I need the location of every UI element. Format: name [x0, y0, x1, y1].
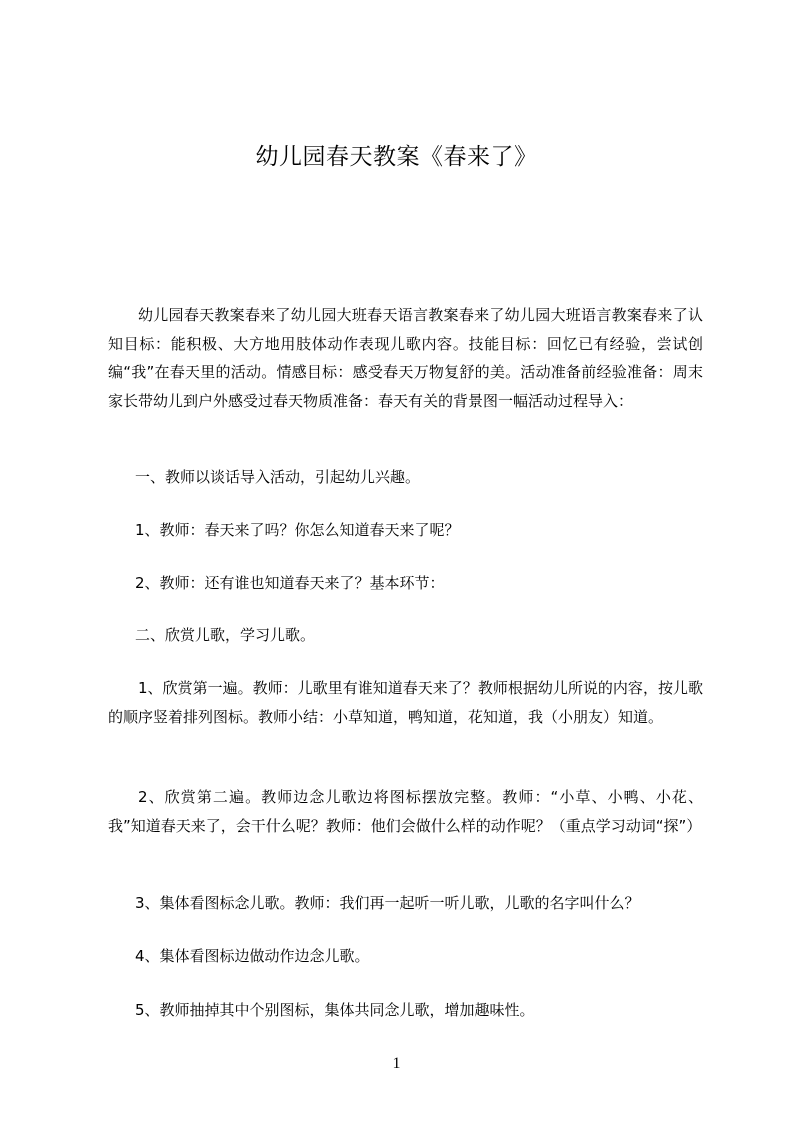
paragraph-remove-icons: 5、教师抽掉其中个别图标，集体共同念儿歌，增加趣味性。 — [135, 1001, 535, 1019]
document-title: 幼儿园春天教案《春来了》 — [255, 144, 538, 170]
paragraph-first-listen: 1、欣赏第一遍。教师：儿歌里有谁知道春天来了？教师根据幼儿所说的内容，按儿歌的顺序竖着排列图标。教师小结：小草知道，鸭知道，花知道，我（小朋友）知道。 — [108, 679, 703, 726]
paragraph-second-listen: 2、欣赏第二遍。教师边念儿歌边将图标摆放完整。教师：“小草、小鸭、小花、我”知道春天来了，会干什么呢？教师：他们会做什么样的动作呢？（重点学习动词“探”） — [108, 788, 703, 835]
page-number: 1 — [392, 1055, 401, 1072]
paragraph-action-recite: 4、集体看图标边做动作边念儿歌。 — [135, 947, 370, 965]
paragraph-group-recite: 3、集体看图标念儿歌。教师：我们再一起听一听儿歌，儿歌的名字叫什么？ — [135, 894, 640, 912]
section-two-heading: 二、欣赏儿歌，学习儿歌。 — [135, 626, 316, 644]
intro-paragraph: 幼儿园春天教案春来了幼儿园大班春天语言教案春来了幼儿园大班语言教案春来了认知目标：能积极、大方地用肢体动作表现儿歌内容。技能目标：回忆已有经验，尝试创编“我”在春天里的活动。情感目标：感受春天万物复舒的美。活动准备前经验准备：周末家长带幼儿到户外感受过春天物质准备：春天有关的背景图一幅活动过程导入： — [108, 306, 703, 410]
paragraph-step-1: 1、教师：春天来了吗？你怎么知道春天来了呢？ — [135, 521, 460, 539]
paragraph-step-2: 2、教师：还有谁也知道春天来了？基本环节： — [135, 574, 445, 592]
section-one-heading: 一、教师以谈话导入活动，引起幼儿兴趣。 — [135, 468, 421, 486]
